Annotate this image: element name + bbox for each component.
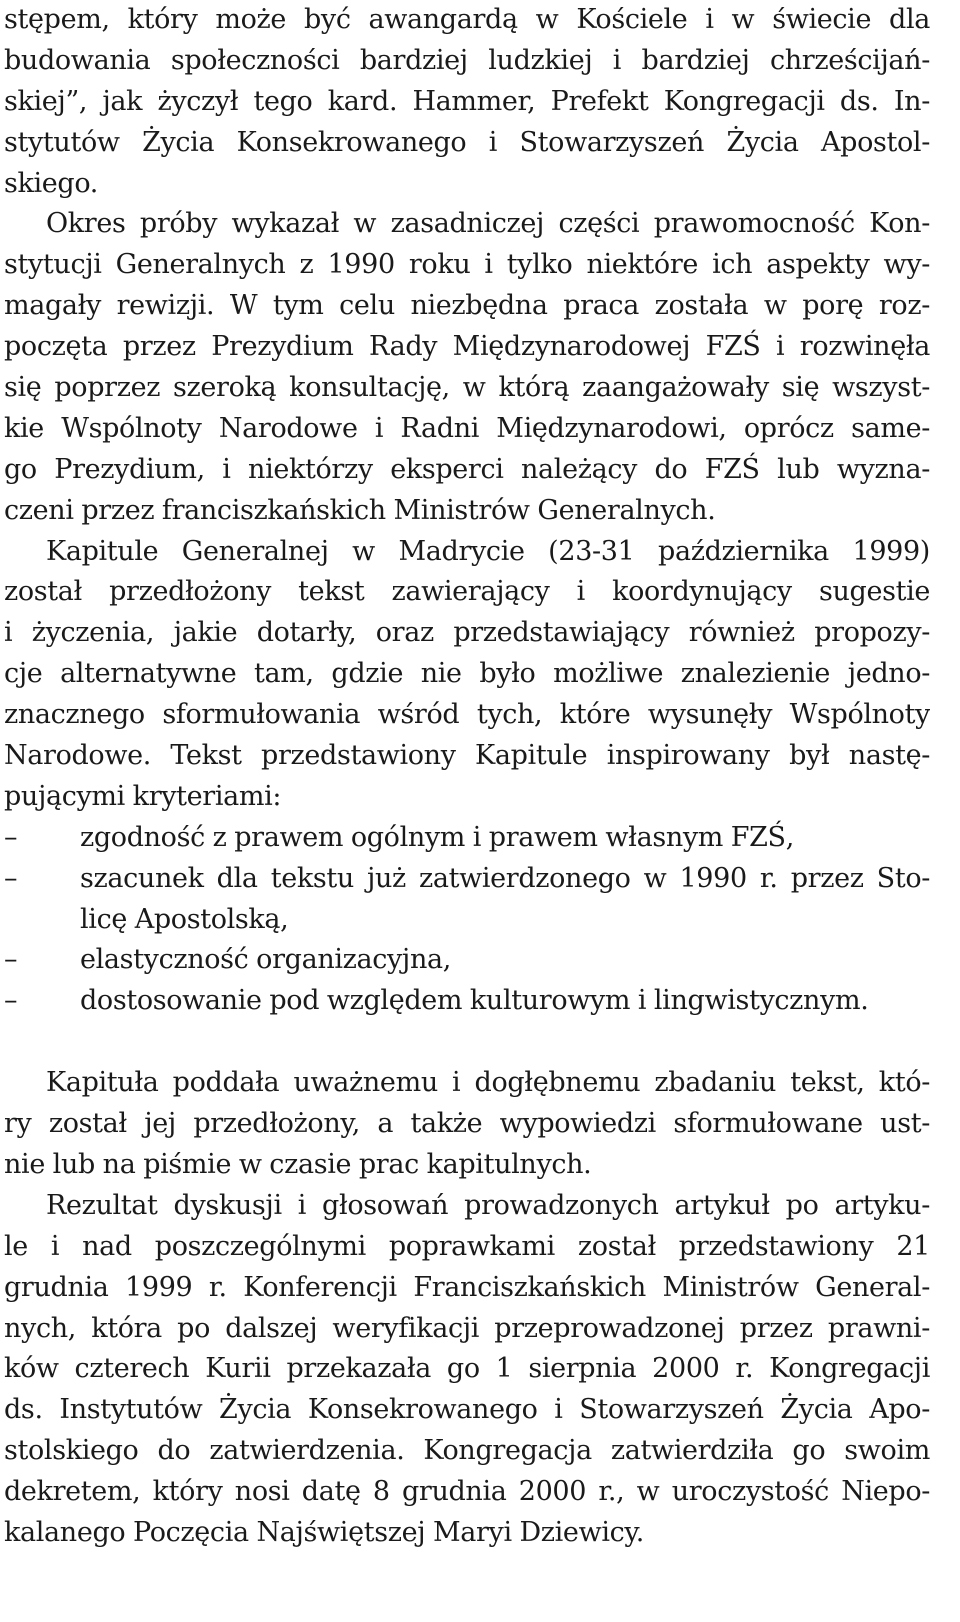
text-line: ds. Instytutów Życia Konsekrowanego i Stowarzyszeń Życia Apo-: [4, 1394, 930, 1426]
list-dash: –: [4, 862, 18, 894]
text-line: znacznego sformułowania wśród tych, które wysunęły Wspólnoty: [4, 699, 930, 731]
paragraph-5: [4, 1186, 930, 1554]
document-page: [4, 0, 930, 1554]
text-line: stytucji Generalnych z 1990 roku i tylko niektóre ich aspekty wy-: [4, 249, 930, 281]
text-line: magały rewizji. W tym celu niezbędna praca została w porę roz-: [4, 290, 930, 322]
text-line: Narodowe. Tekst przedstawiony Kapitule inspirowany był nastę-: [4, 740, 930, 772]
list-dash: –: [4, 944, 18, 976]
text-line: Kapitule Generalnej w Madrycie (23-31 października 1999): [46, 535, 930, 567]
criteria-list: [4, 818, 930, 1022]
list-item: [4, 940, 930, 981]
list-item-text: elastyczność organizacyjna,: [80, 944, 451, 976]
blank-line: [4, 1022, 930, 1063]
text-line: i życzenia, jakie dotarły, oraz przedstawiający również propozy-: [4, 617, 930, 649]
text-line: nych, która po dalszej weryfikacji przeprowadzonej przez prawni-: [4, 1312, 930, 1344]
paragraph-1: [4, 0, 930, 204]
text-line: Okres próby wykazał w zasadniczej części prawomocność Kon-: [46, 208, 930, 240]
text-line: skiej”, jak życzył tego kard. Hammer, Prefekt Kongregacji ds. In-: [4, 85, 930, 117]
text-line: skiego.: [4, 167, 99, 199]
list-item-continuation: licę Apostolską,: [80, 903, 289, 935]
text-line: le i nad poszczególnymi poprawkami został przedstawiony 21: [4, 1230, 930, 1262]
paragraph-3: [4, 532, 930, 818]
text-line: stolskiego do zatwierdzenia. Kongregacja zatwierdziła go swoim: [4, 1435, 930, 1467]
text-line: Kapituła poddała uważnemu i dogłębnemu zbadaniu tekst, któ-: [46, 1067, 930, 1099]
text-line: dekretem, który nosi datę 8 grudnia 2000 r., w uroczystość Niepo-: [4, 1476, 930, 1508]
list-item-text: zgodność z prawem ogólnym i prawem własnym FZŚ,: [80, 821, 794, 853]
list-item: [4, 818, 930, 859]
list-item-text: dostosowanie pod względem kulturowym i lingwistycznym.: [80, 985, 869, 1017]
text-line: kalanego Poczęcia Najświętszej Maryi Dziewicy.: [4, 1516, 644, 1548]
text-line: ry został jej przedłożony, a także wypowiedzi sformułowane ust-: [4, 1108, 930, 1140]
text-line: cje alternatywne tam, gdzie nie było możliwe znalezienie jedno-: [4, 658, 930, 690]
text-line: został przedłożony tekst zawierający i koordynujący sugestie: [4, 576, 930, 608]
paragraph-4: [4, 1063, 930, 1186]
text-line: ków czterech Kurii przekazała go 1 sierpnia 2000 r. Kongregacji: [4, 1353, 930, 1385]
text-line: stępem, który może być awangardą w Kościele i w świecie dla: [4, 4, 930, 35]
text-line: się poprzez szeroką konsultację, w którą zaangażowały się wszyst-: [4, 372, 930, 404]
text-line: nie lub na piśmie w czasie prac kapitulnych.: [4, 1148, 592, 1180]
text-line: stytutów Życia Konsekrowanego i Stowarzyszeń Życia Apostol-: [4, 126, 930, 158]
text-line: Rezultat dyskusji i głosowań prowadzonych artykuł po artyku-: [46, 1189, 930, 1221]
paragraph-2: [4, 204, 930, 531]
text-line: go Prezydium, i niektórzy eksperci należący do FZŚ lub wyzna-: [4, 453, 930, 485]
list-dash: –: [4, 985, 18, 1017]
text-line: czeni przez franciszkańskich Ministrów Generalnych.: [4, 494, 716, 526]
list-item: [4, 981, 930, 1022]
text-line: poczęta przez Prezydium Rady Międzynarodowej FZŚ i rozwinęła: [4, 331, 930, 363]
list-item-text: szacunek dla tekstu już zatwierdzonego w 1990 r. przez Sto-: [80, 862, 930, 894]
list-item: [4, 859, 930, 900]
list-dash: –: [4, 821, 18, 853]
text-line: kie Wspólnoty Narodowe i Radni Międzynarodowi, oprócz same-: [4, 412, 930, 444]
text-line: pującymi kryteriami:: [4, 780, 282, 812]
text-line: budowania społeczności bardziej ludzkiej i bardziej chrześcijań-: [4, 44, 930, 76]
text-line: grudnia 1999 r. Konferencji Franciszkańskich Ministrów General-: [4, 1271, 930, 1303]
